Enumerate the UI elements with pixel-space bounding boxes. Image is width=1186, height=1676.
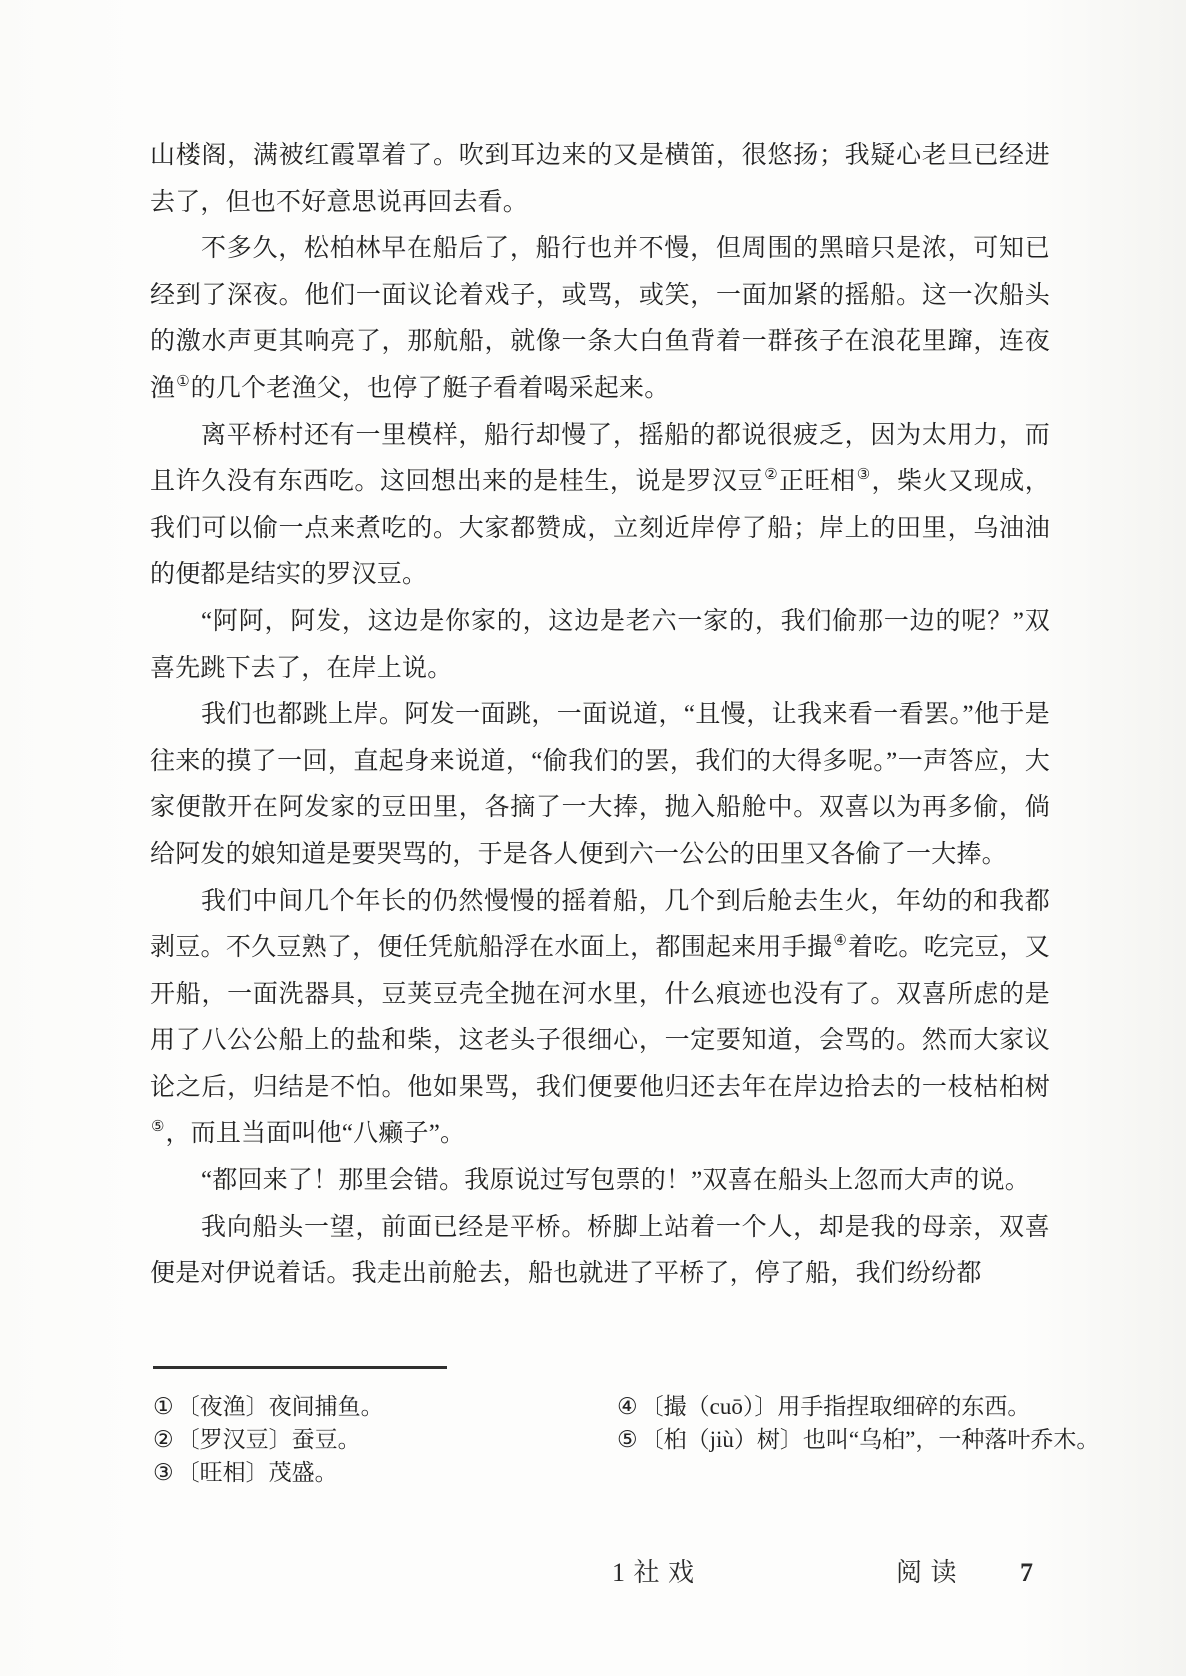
- paragraph: “都回来了！那里会错。我原说过写包票的！”双喜在船头上忽而大声的说。: [201, 1167, 1030, 1195]
- footnote-text: 〔罗汉豆〕蚕豆。: [176, 1427, 361, 1452]
- body-text: [150, 133, 1050, 1298]
- footnote-item: [153, 1456, 384, 1489]
- paragraph: 离平桥村还有一里模样，船行却慢了，摇船的都说很疲乏，因为太用力，而且许久没有东西吃。这回想出来的是桂生，说是罗汉豆②正旺相③，柴火又现成，我们可以偷一点来煮吃的。大家都赞成，立刻近岸停了船；岸上的田里，乌油油的便都是结实的罗汉豆。: [150, 421, 1051, 589]
- footnote-ref: ③: [856, 467, 871, 484]
- paragraph: 我向船头一望，前面已经是平桥。桥脚上站着一个人，却是我的母亲，双喜便是对伊说着话。我走出前舱去，船也就进了平桥了，停了船，我们纷纷都: [150, 1213, 1050, 1288]
- paragraph: 我们中间几个年长的仍然慢慢的摇着船，几个到后舱去生火，年幼的和我都剥豆。不久豆熟了，便任凭航船浮在水面上，都围起来用手撮④着吃。吃完豆，又开船，一面洗器具，豆荚豆壳全抛在河水里，什么痕迹也没有了。双喜所虑的是用了八公公船上的盐和柴，这老头子很细心，一定要知道，会骂的。然而大家议论之后，归结是不怕。他如果骂，我们便要他归还去年在岸边拾去的一枝枯桕树⑤，而且当面叫他“八癞子”。: [150, 887, 1050, 1148]
- paragraph: “阿阿，阿发，这边是你家的，这边是老六一家的，我们偷那一边的呢？”双喜先跳下去了，在岸上说。: [150, 607, 1050, 682]
- footnote-item: [617, 1390, 1099, 1423]
- footnote-text: 〔撮（cuō）〕用手指捏取细碎的东西。: [640, 1394, 1031, 1419]
- lesson-title: 1 社 戏: [612, 1558, 696, 1587]
- footnote-item: [153, 1423, 384, 1456]
- footnote-column-right: [617, 1390, 1099, 1456]
- footnote-marker: ③: [153, 1460, 174, 1485]
- footnote-marker: ④: [617, 1394, 638, 1419]
- footnote-separator-rule: [153, 1366, 447, 1369]
- footnote-item: [153, 1390, 384, 1423]
- footnote-column-left: [153, 1390, 384, 1489]
- footnote-marker: ⑤: [617, 1427, 638, 1452]
- footnote-marker: ①: [153, 1394, 174, 1419]
- footnote-ref: ⑤: [151, 1119, 165, 1136]
- page-number: 7: [1020, 1558, 1033, 1587]
- footnote-text: 〔旺相〕茂盛。: [176, 1460, 338, 1485]
- footnote-ref: ①: [176, 373, 190, 390]
- page-footer: [0, 1557, 1186, 1589]
- footnote-text: 〔夜渔〕夜间捕鱼。: [176, 1394, 384, 1419]
- paragraph: 不多久，松柏林早在船后了，船行也并不慢，但周围的黑暗只是浓，可知已经到了深夜。他们一面议论着戏子，或骂，或笑，一面加紧的摇船。这一次船头的激水声更其响亮了，那航船，就像一条大白鱼背着一群孩子在浪花里蹿，连夜渔①的几个老渔父，也停了艇子看着喝采起来。: [150, 235, 1050, 402]
- paragraph: 山楼阁，满被红霞罩着了。吹到耳边来的又是横笛，很悠扬；我疑心老旦已经进去了，但也不好意思说再回去看。: [150, 142, 1050, 216]
- footnote-marker: ②: [153, 1427, 174, 1452]
- unit-label: 阅 读: [896, 1558, 958, 1587]
- paragraph: 我们也都跳上岸。阿发一面跳，一面说道，“且慢，让我来看一看罢。”他于是往来的摸了一回，直起身来说道，“偷我们的罢，我们的大得多呢。”一声答应，大家便散开在阿发家的豆田里，各摘了一大捧，抛入船舱中。双喜以为再多偷，倘给阿发的娘知道是要哭骂的，于是各人便到六一公公的田里又各偷了一大捧。: [150, 701, 1050, 868]
- footnote-text: 〔桕（jiù）树〕也叫“乌桕”，一种落叶乔木。: [640, 1427, 1100, 1452]
- footnote-ref: ④: [833, 933, 847, 950]
- footnote-ref: ②: [764, 467, 779, 484]
- footnote-item: [617, 1423, 1099, 1456]
